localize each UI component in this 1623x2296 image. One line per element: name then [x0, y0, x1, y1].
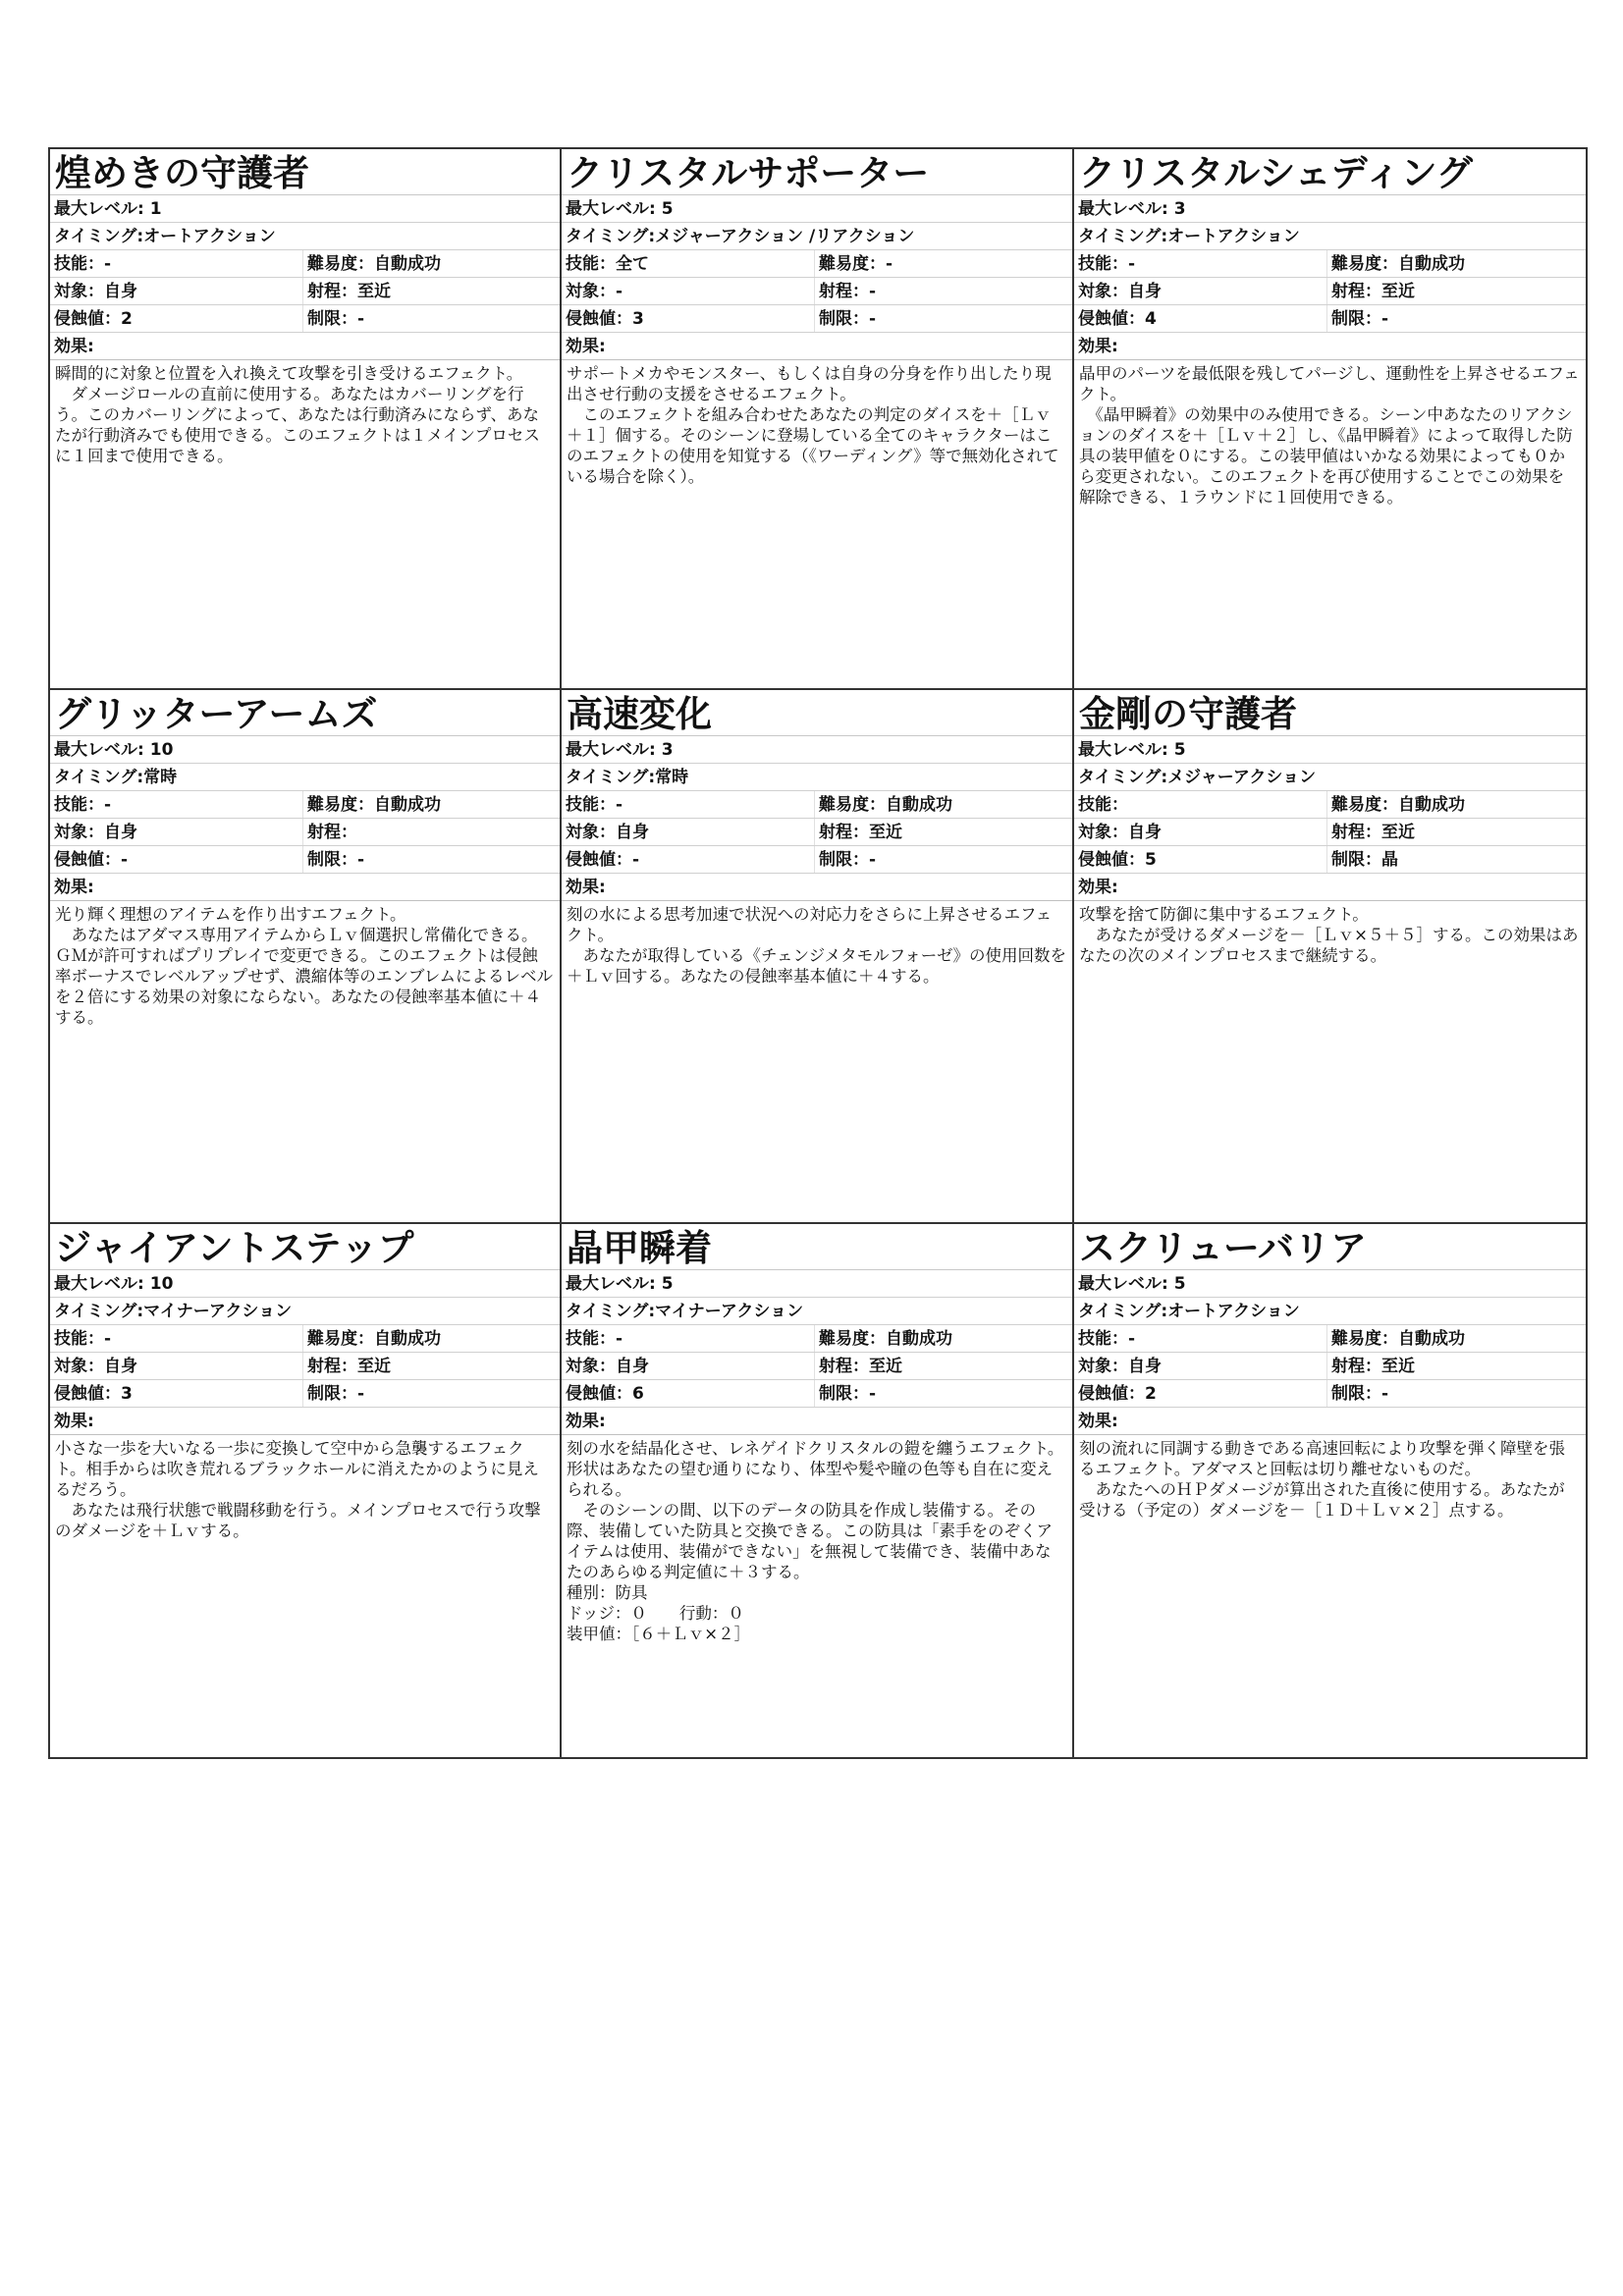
skill-difficulty-row [50, 250, 560, 278]
target-range-row [562, 1353, 1072, 1380]
max-level-label: 最大レベル: [566, 199, 656, 219]
effect-card-sheet [48, 147, 1588, 1759]
skill-difficulty-row [1074, 791, 1586, 819]
erosion-label: 侵蝕値： [566, 309, 632, 329]
skill-cell [562, 250, 815, 277]
max-level-row [1074, 195, 1586, 223]
effect-label: 効果: [562, 874, 1072, 901]
timing-row [562, 1298, 1072, 1325]
difficulty-value: 自動成功 [374, 1329, 441, 1349]
skill-value: - [1128, 254, 1136, 274]
target-cell [562, 1353, 815, 1379]
limit-value: - [357, 850, 365, 870]
erosion-cell [50, 846, 303, 873]
erosion-label: 侵蝕値： [566, 850, 632, 870]
skill-cell [1074, 1325, 1327, 1352]
erosion-label: 侵蝕値： [566, 1384, 632, 1404]
skill-label: 技能： [54, 254, 104, 274]
effect-card [562, 149, 1074, 690]
skill-cell [50, 791, 303, 818]
erosion-value: - [632, 850, 640, 870]
target-range-row [1074, 1353, 1586, 1380]
skill-label: 技能： [566, 1329, 616, 1349]
timing-value: オートアクション [143, 227, 276, 246]
timing-label: タイミング: [54, 227, 144, 246]
skill-value: - [104, 254, 112, 274]
difficulty-label: 難易度： [1331, 254, 1398, 274]
skill-value: - [616, 795, 623, 815]
limit-label: 制限： [819, 850, 869, 870]
difficulty-value: 自動成功 [374, 254, 441, 274]
timing-value: メジャーアクション /リアクション [655, 227, 915, 246]
target-label: 対象： [1078, 823, 1128, 842]
range-value: - [869, 282, 877, 301]
max-level-value: 3 [661, 740, 674, 760]
range-label: 射程： [1331, 823, 1381, 842]
max-level-label: 最大レベル: [566, 740, 656, 760]
timing-label: タイミング: [54, 768, 144, 787]
timing-row [1074, 223, 1586, 250]
target-label: 対象： [566, 282, 616, 301]
target-label: 対象： [54, 282, 104, 301]
erosion-cell [1074, 1380, 1327, 1407]
erosion-limit-row [50, 846, 560, 874]
limit-cell [303, 305, 560, 332]
effect-card [1074, 1224, 1588, 1759]
limit-value: - [869, 309, 877, 329]
max-level-value: 10 [149, 740, 174, 760]
timing-value: 常時 [143, 768, 178, 787]
difficulty-value: - [886, 254, 893, 274]
effect-card [562, 1224, 1074, 1759]
range-cell [303, 819, 560, 845]
range-label: 射程： [307, 282, 357, 301]
skill-cell [1074, 250, 1327, 277]
timing-row [50, 1298, 560, 1325]
timing-label: タイミング: [566, 1302, 656, 1321]
timing-label: タイミング: [566, 768, 656, 787]
erosion-cell [50, 1380, 303, 1407]
skill-cell [562, 1325, 815, 1352]
target-label: 対象： [566, 1357, 616, 1376]
target-value: 自身 [1128, 1357, 1162, 1376]
range-value: 至近 [869, 823, 902, 842]
difficulty-cell [815, 250, 1072, 277]
limit-label: 制限： [1331, 1384, 1381, 1404]
effect-card [50, 149, 562, 690]
target-value: 自身 [104, 1357, 137, 1376]
limit-cell [1327, 305, 1586, 332]
range-value: 至近 [1381, 1357, 1415, 1376]
effect-label: 効果: [1074, 333, 1586, 360]
timing-value: オートアクション [1167, 1302, 1300, 1321]
target-range-row [562, 819, 1072, 846]
effect-label: 効果: [50, 874, 560, 901]
erosion-limit-row [50, 1380, 560, 1408]
limit-cell [815, 846, 1072, 873]
limit-label: 制限： [1331, 850, 1381, 870]
timing-label: タイミング: [54, 1302, 144, 1321]
difficulty-label: 難易度： [307, 1329, 374, 1349]
skill-difficulty-row [50, 1325, 560, 1353]
timing-value: 常時 [655, 768, 689, 787]
limit-label: 制限： [819, 309, 869, 329]
card-title: グリッターアームズ [50, 690, 560, 736]
skill-label: 技能： [1078, 795, 1128, 815]
range-label: 射程： [307, 823, 357, 842]
skill-value: - [616, 1329, 623, 1349]
difficulty-label: 難易度： [1331, 795, 1398, 815]
max-level-value: 3 [1173, 199, 1186, 219]
effect-label: 効果: [1074, 874, 1586, 901]
difficulty-cell [303, 791, 560, 818]
erosion-cell [1074, 305, 1327, 332]
difficulty-value: 自動成功 [886, 1329, 952, 1349]
erosion-value: 5 [1145, 850, 1157, 870]
limit-value: - [1381, 309, 1389, 329]
max-level-row [1074, 1270, 1586, 1298]
difficulty-label: 難易度： [819, 1329, 886, 1349]
max-level-row [50, 1270, 560, 1298]
range-value: 至近 [1381, 282, 1415, 301]
target-value: 自身 [616, 823, 649, 842]
limit-cell [303, 846, 560, 873]
timing-value: マイナーアクション [143, 1302, 293, 1321]
difficulty-value: 自動成功 [1398, 1329, 1465, 1349]
timing-label: タイミング: [566, 227, 656, 246]
max-level-row [50, 736, 560, 764]
difficulty-label: 難易度： [819, 254, 886, 274]
skill-cell [50, 1325, 303, 1352]
target-label: 対象： [1078, 282, 1128, 301]
effect-description: 瞬間的に対象と位置を入れ換えて攻撃を引き受けるエフェクト。 ダメージロールの直前に使用する。あなたはカバーリングを行う。このカバーリングによって、あなたは行動済みにならず、あなたが行動済みでも使用できる。このエフェクトは１メインプロセスに１回まで使用できる。 [55, 364, 540, 465]
limit-value: 晶 [1381, 850, 1398, 870]
timing-row [50, 764, 560, 791]
max-level-value: 5 [661, 1274, 674, 1294]
erosion-cell [562, 305, 815, 332]
limit-value: - [357, 1384, 365, 1404]
skill-difficulty-row [1074, 250, 1586, 278]
timing-row [1074, 1298, 1586, 1325]
target-value: 自身 [1128, 282, 1162, 301]
effect-label: 効果: [50, 1408, 560, 1435]
effect-description: 刻の流れに同調する動きである高速回転により攻撃を弾く障壁を張るエフェクト。アダマスと回転は切り離せないものだ。 あなたへのＨＰダメージが算出された直後に使用する。あなたが受ける（予定の）ダメージを－［１Ｄ＋Ｌｖ×２］点する。 [1079, 1439, 1565, 1520]
target-label: 対象： [1078, 1357, 1128, 1376]
erosion-limit-row [1074, 1380, 1586, 1408]
skill-difficulty-row [562, 1325, 1072, 1353]
card-title: 金剛の守護者 [1074, 690, 1586, 736]
timing-label: タイミング: [1078, 227, 1168, 246]
range-cell [815, 1353, 1072, 1379]
target-value: - [616, 282, 623, 301]
effect-label: 効果: [1074, 1408, 1586, 1435]
max-level-row [562, 736, 1072, 764]
target-label: 対象： [54, 1357, 104, 1376]
difficulty-label: 難易度： [819, 795, 886, 815]
range-label: 射程： [307, 1357, 357, 1376]
range-cell [815, 819, 1072, 845]
target-cell [50, 1353, 303, 1379]
effect-description: 小さな一歩を大いなる一歩に変換して空中から急襲するエフェクト。相手からは吹き荒れるブラックホールに消えたかのように見えるだろう。 あなたは飛行状態で戦闘移動を行う。メインプロセスで行う攻撃のダメージを＋Ｌｖする。 [55, 1439, 541, 1540]
timing-label: タイミング: [1078, 1302, 1168, 1321]
range-cell [1327, 1353, 1586, 1379]
range-label: 射程： [819, 1357, 869, 1376]
erosion-value: 2 [121, 309, 133, 329]
max-level-row [50, 195, 560, 223]
erosion-cell [562, 846, 815, 873]
max-level-label: 最大レベル: [566, 1274, 656, 1294]
range-label: 射程： [819, 282, 869, 301]
target-value: 自身 [1128, 823, 1162, 842]
difficulty-label: 難易度： [307, 795, 374, 815]
effect-label: 効果: [50, 333, 560, 360]
max-level-row [562, 1270, 1072, 1298]
erosion-limit-row [562, 1380, 1072, 1408]
max-level-value: 5 [661, 199, 674, 219]
difficulty-cell [815, 791, 1072, 818]
target-cell [1074, 1353, 1327, 1379]
timing-value: マイナーアクション [655, 1302, 804, 1321]
target-range-row [562, 278, 1072, 305]
erosion-label: 侵蝕値： [54, 309, 121, 329]
skill-cell [1074, 791, 1327, 818]
skill-difficulty-row [50, 791, 560, 819]
limit-label: 制限： [819, 1384, 869, 1404]
card-title: クリスタルシェディング [1074, 149, 1586, 195]
skill-value: 全て [616, 254, 649, 274]
effect-card [1074, 690, 1588, 1224]
erosion-cell [562, 1380, 815, 1407]
range-value: 至近 [357, 282, 391, 301]
limit-label: 制限： [307, 850, 357, 870]
target-cell [562, 819, 815, 845]
range-cell [1327, 819, 1586, 845]
effect-description: 刻の水による思考加速で状況への対応力をさらに上昇させるエフェクト。 あなたが取得している《チェンジメタモルフォーゼ》の使用回数を＋Ｌｖ回する。あなたの侵蝕率基本値に＋４する。 [567, 905, 1066, 986]
timing-row [562, 764, 1072, 791]
target-range-row [50, 819, 560, 846]
target-cell [50, 819, 303, 845]
difficulty-cell [303, 250, 560, 277]
erosion-label: 侵蝕値： [54, 850, 121, 870]
difficulty-cell [1327, 1325, 1586, 1352]
limit-value: - [869, 1384, 877, 1404]
skill-difficulty-row [1074, 1325, 1586, 1353]
erosion-value: - [121, 850, 129, 870]
limit-cell [303, 1380, 560, 1407]
skill-label: 技能： [54, 795, 104, 815]
effect-card [1074, 149, 1588, 690]
erosion-limit-row [1074, 305, 1586, 333]
timing-label: タイミング: [1078, 768, 1168, 787]
card-title: スクリューバリア [1074, 1224, 1586, 1270]
erosion-value: 4 [1145, 309, 1157, 329]
erosion-label: 侵蝕値： [1078, 1384, 1145, 1404]
erosion-limit-row [50, 305, 560, 333]
erosion-limit-row [562, 305, 1072, 333]
range-value: 至近 [357, 1357, 391, 1376]
target-cell [1074, 278, 1327, 304]
difficulty-value: 自動成功 [886, 795, 952, 815]
limit-cell [815, 305, 1072, 332]
timing-row [1074, 764, 1586, 791]
range-cell [815, 278, 1072, 304]
target-value: 自身 [104, 823, 137, 842]
max-level-value: 5 [1173, 1274, 1186, 1294]
limit-cell [1327, 1380, 1586, 1407]
skill-label: 技能： [1078, 1329, 1128, 1349]
skill-difficulty-row [562, 250, 1072, 278]
max-level-value: 1 [149, 199, 162, 219]
effect-card [50, 1224, 562, 1759]
max-level-label: 最大レベル: [1078, 740, 1168, 760]
range-value: 至近 [1381, 823, 1415, 842]
erosion-limit-row [1074, 846, 1586, 874]
limit-label: 制限： [307, 309, 357, 329]
skill-label: 技能： [1078, 254, 1128, 274]
skill-difficulty-row [562, 791, 1072, 819]
limit-cell [1327, 846, 1586, 873]
target-cell [562, 278, 815, 304]
card-title: 煌めきの守護者 [50, 149, 560, 195]
max-level-value: 10 [149, 1274, 174, 1294]
range-cell [303, 1353, 560, 1379]
max-level-label: 最大レベル: [54, 1274, 144, 1294]
erosion-value: 3 [632, 309, 644, 329]
skill-value: - [1128, 1329, 1136, 1349]
timing-row [50, 223, 560, 250]
limit-value: - [1381, 1384, 1389, 1404]
target-cell [1074, 819, 1327, 845]
erosion-limit-row [562, 846, 1072, 874]
effect-description: サポートメカやモンスター、もしくは自身の分身を作り出したり現出させ行動の支援をさせるエフェクト。 このエフェクトを組み合わせたあなたの判定のダイスを＋［Ｌｖ＋１］個する。そのシーンに登場している全てのキャラクターはこのエフェクトの使用を知覚する（《ワーディング》等で無効化されている場合を除く）。 [567, 364, 1059, 486]
target-range-row [50, 278, 560, 305]
card-title: ジャイアントステップ [50, 1224, 560, 1270]
skill-label: 技能： [566, 254, 616, 274]
limit-label: 制限： [307, 1384, 357, 1404]
target-value: 自身 [104, 282, 137, 301]
difficulty-label: 難易度： [307, 254, 374, 274]
target-value: 自身 [616, 1357, 649, 1376]
erosion-value: 6 [632, 1384, 644, 1404]
max-level-label: 最大レベル: [54, 199, 144, 219]
skill-cell [562, 791, 815, 818]
effect-description: 攻撃を捨て防御に集中するエフェクト。 あなたが受けるダメージを－［Ｌｖ×５＋５］する。この効果はあなたの次のメインプロセスまで継続する。 [1079, 905, 1579, 965]
timing-row [562, 223, 1072, 250]
difficulty-label: 難易度： [1331, 1329, 1398, 1349]
target-range-row [1074, 278, 1586, 305]
timing-value: オートアクション [1167, 227, 1300, 246]
erosion-label: 侵蝕値： [1078, 850, 1145, 870]
range-label: 射程： [819, 823, 869, 842]
difficulty-value: 自動成功 [1398, 254, 1465, 274]
limit-value: - [357, 309, 365, 329]
range-label: 射程： [1331, 1357, 1381, 1376]
erosion-cell [50, 305, 303, 332]
max-level-value: 5 [1173, 740, 1186, 760]
card-title: 晶甲瞬着 [562, 1224, 1072, 1270]
max-level-label: 最大レベル: [1078, 1274, 1168, 1294]
card-title: 高速変化 [562, 690, 1072, 736]
erosion-value: 3 [121, 1384, 133, 1404]
target-cell [50, 278, 303, 304]
max-level-row [562, 195, 1072, 223]
timing-value: メジャーアクション [1167, 768, 1317, 787]
skill-label: 技能： [566, 795, 616, 815]
effect-card [50, 690, 562, 1224]
target-range-row [50, 1353, 560, 1380]
target-label: 対象： [54, 823, 104, 842]
erosion-label: 侵蝕値： [54, 1384, 121, 1404]
skill-cell [50, 250, 303, 277]
difficulty-cell [815, 1325, 1072, 1352]
skill-label: 技能： [54, 1329, 104, 1349]
skill-value: - [104, 1329, 112, 1349]
erosion-label: 侵蝕値： [1078, 309, 1145, 329]
range-value: 至近 [869, 1357, 902, 1376]
range-label: 射程： [1331, 282, 1381, 301]
target-range-row [1074, 819, 1586, 846]
effect-label: 効果: [562, 333, 1072, 360]
effect-card [562, 690, 1074, 1224]
erosion-value: 2 [1145, 1384, 1157, 1404]
limit-label: 制限： [1331, 309, 1381, 329]
max-level-row [1074, 736, 1586, 764]
erosion-cell [1074, 846, 1327, 873]
difficulty-value: 自動成功 [374, 795, 441, 815]
difficulty-value: 自動成功 [1398, 795, 1465, 815]
card-title: クリスタルサポーター [562, 149, 1072, 195]
effect-description: 光り輝く理想のアイテムを作り出すエフェクト。 あなたはアダマス専用アイテムからＬｖ個選択し常備化できる。ＧＭが許可すればプリプレイで変更できる。このエフェクトは侵蝕率ボーナスでレベルアップせず、濃縮体等のエンブレムによるレベルを２倍にする効果の対象にならない。あなたの侵蝕率基本値に＋４する。 [55, 905, 554, 1027]
max-level-label: 最大レベル: [54, 740, 144, 760]
effect-description: 晶甲のパーツを最低限を残してパージし、運動性を上昇させるエフェクト。 《晶甲瞬着》の効果中のみ使用できる。シーン中あなたのリアクションのダイスを＋［Ｌｖ＋２］し、《晶甲瞬着》によって取得した防具の装甲値を０にする。この装甲値はいかなる効果によっても０から変更されない。このエフェクトを再び使用することでこの効果を解除できる、１ラウンドに１回使用できる。 [1079, 364, 1580, 507]
limit-cell [815, 1380, 1072, 1407]
limit-value: - [869, 850, 877, 870]
effect-description: 刻の水を結晶化させ、レネゲイドクリスタルの鎧を纏うエフェクト。形状はあなたの望む通りになり、体型や髪や瞳の色等も自在に変えられる。 そのシーンの間、以下のデータの防具を作成し装備する。その際、装備していた防具と交換できる。この防具は「素手をのぞくアイテムは使用、装備ができない」を無視して装備でき、装備中あなたのあらゆる判定値に＋３する。 種別：防具 ドッジ：０ 行動：０ 装甲値：［６＋Ｌｖ×２］ [567, 1439, 1064, 1643]
effect-label: 効果: [562, 1408, 1072, 1435]
difficulty-cell [1327, 791, 1586, 818]
target-label: 対象： [566, 823, 616, 842]
range-cell [303, 278, 560, 304]
max-level-label: 最大レベル: [1078, 199, 1168, 219]
range-cell [1327, 278, 1586, 304]
difficulty-cell [303, 1325, 560, 1352]
skill-value: - [104, 795, 112, 815]
difficulty-cell [1327, 250, 1586, 277]
